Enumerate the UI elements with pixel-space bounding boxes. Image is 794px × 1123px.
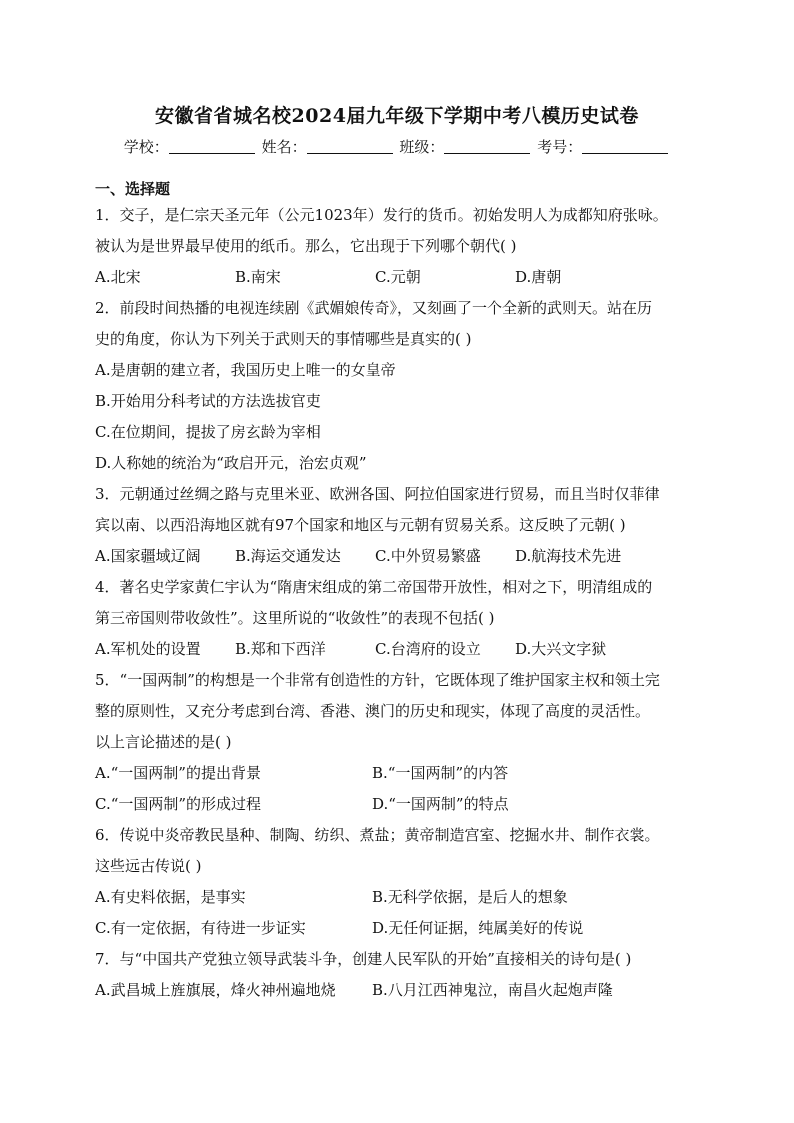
question-5-stem-line-1: 5．“一国两制”的构想是一个非常有创造性的方针，它既体现了维护国家主权和领土完: [95, 671, 660, 689]
question-1: [95, 200, 705, 293]
school-label: 学校：: [123, 138, 169, 156]
question-3-option-d[interactable]: D.航海技术先进: [515, 547, 622, 565]
question-3-option-c[interactable]: C.中外贸易繁盛: [375, 547, 481, 565]
question-1-stem-line-1: 1．交子，是仁宗天圣元年（公元1023年）发行的货币。初始发明人为成都知府张咏。: [95, 206, 668, 224]
number-blank[interactable]: [582, 139, 668, 154]
number-label: 考号：: [537, 138, 583, 156]
question-3-stem-line-1: 3．元朝通过丝绸之路与克里米亚、欧洲各国、阿拉伯国家进行贸易，而且当时仅菲律: [95, 485, 660, 503]
question-3-stem-line-2: 宾以南、以西沿海地区就有97个国家和地区与元朝有贸易关系。这反映了元朝( ): [95, 516, 626, 534]
question-5-option-d[interactable]: D.“一国两制”的特点: [372, 795, 509, 813]
question-4-option-c[interactable]: C.台湾府的设立: [375, 640, 481, 658]
question-5-option-b[interactable]: B.“一国两制”的内答: [372, 764, 509, 782]
name-label: 姓名：: [261, 138, 307, 156]
question-5-stem-line-2: 整的原则性，又充分考虑到台湾、香港、澳门的历史和现实，体现了高度的灵活性。: [95, 702, 651, 720]
question-5-stem-line-3: 以上言论描述的是( ): [95, 733, 232, 751]
page-title: 安徽省省城名校2024届九年级下学期中考八模历史试卷: [155, 105, 639, 127]
question-7-option-b[interactable]: B.八月江西神鬼泣，南昌火起炮声隆: [372, 981, 613, 999]
question-6-option-b[interactable]: B.无科学依据，是后人的想象: [372, 888, 568, 906]
question-4-option-d[interactable]: D.大兴文字狱: [515, 640, 607, 658]
question-5-option-a[interactable]: A.“一国两制”的提出背景: [95, 764, 261, 782]
question-4-stem-line-2: 第三帝国则带收敛性”。这里所说的“收敛性”的表现不包括( ): [95, 609, 495, 627]
question-6-option-a[interactable]: A.有史料依据，是事实: [95, 888, 246, 906]
class-blank[interactable]: [444, 139, 530, 154]
question-6-option-d[interactable]: D.无任何证据，纯属美好的传说: [372, 919, 584, 937]
question-2-option-c[interactable]: C.在位期间，提拔了房玄龄为宰相: [95, 423, 321, 441]
question-1-option-d[interactable]: D.唐朝: [515, 268, 562, 286]
question-2-option-d[interactable]: D.人称她的统治为“政启开元，治宏贞观”: [95, 454, 367, 472]
question-1-option-c[interactable]: C.元朝: [375, 268, 421, 286]
question-7-stem-line-1: 7．与“中国共产党独立领导武装斗争，创建人民军队的开始”直接相关的诗句是( ): [95, 950, 632, 968]
question-6-option-c[interactable]: C.有一定依据，有待进一步证实: [95, 919, 306, 937]
question-6-stem-line-2: 这些远古传说( ): [95, 857, 202, 875]
question-6-stem-line-1: 6．传说中炎帝教民垦种、制陶、纺织、煮盐；黄帝制造宫室、挖掘水井、制作衣裳。: [95, 826, 660, 844]
question-2-option-b[interactable]: B.开始用分科考试的方法选拔官吏: [95, 392, 321, 410]
question-1-option-b[interactable]: B.南宋: [235, 268, 281, 286]
class-label: 班级：: [399, 138, 445, 156]
question-4-option-b[interactable]: B.郑和下西洋: [235, 640, 326, 658]
question-5: [95, 665, 705, 820]
question-6: [95, 820, 705, 944]
question-2-stem-line-1: 2．前段时间热播的电视连续剧《武媚娘传奇》，又刻画了一个全新的武则天。站在历: [95, 299, 653, 317]
question-4: [95, 572, 705, 665]
name-blank[interactable]: [307, 139, 393, 154]
question-2: [95, 293, 705, 479]
question-5-option-c[interactable]: C.“一国两制”的形成过程: [95, 795, 262, 813]
question-2-stem-line-2: 史的角度，你认为下列关于武则天的事情哪些是真实的( ): [95, 330, 472, 348]
student-info-line: [0, 136, 794, 157]
school-blank[interactable]: [169, 139, 255, 154]
section-heading: 一、选择题: [95, 180, 171, 198]
question-3-option-a[interactable]: A.国家疆域辽阔: [95, 547, 201, 565]
question-4-stem-line-1: 4．著名史学家黄仁宇认为“隋唐宋组成的第二帝国带开放性，相对之下，明清组成的: [95, 578, 653, 596]
exam-content: [95, 178, 705, 1006]
question-7-option-a[interactable]: A.武昌城上旌旗展，烽火神州遍地烧: [95, 981, 336, 999]
question-7: [95, 944, 705, 1006]
question-1-stem-line-2: 被认为是世界最早使用的纸币。那么，它出现于下列哪个朝代( ): [95, 237, 517, 255]
question-4-option-a[interactable]: A.军机处的设置: [95, 640, 201, 658]
question-3-option-b[interactable]: B.海运交通发达: [235, 547, 341, 565]
question-2-option-a[interactable]: A.是唐朝的建立者，我国历史上唯一的女皇帝: [95, 361, 396, 379]
question-3: [95, 479, 705, 572]
question-1-option-a[interactable]: A.北宋: [95, 268, 141, 286]
